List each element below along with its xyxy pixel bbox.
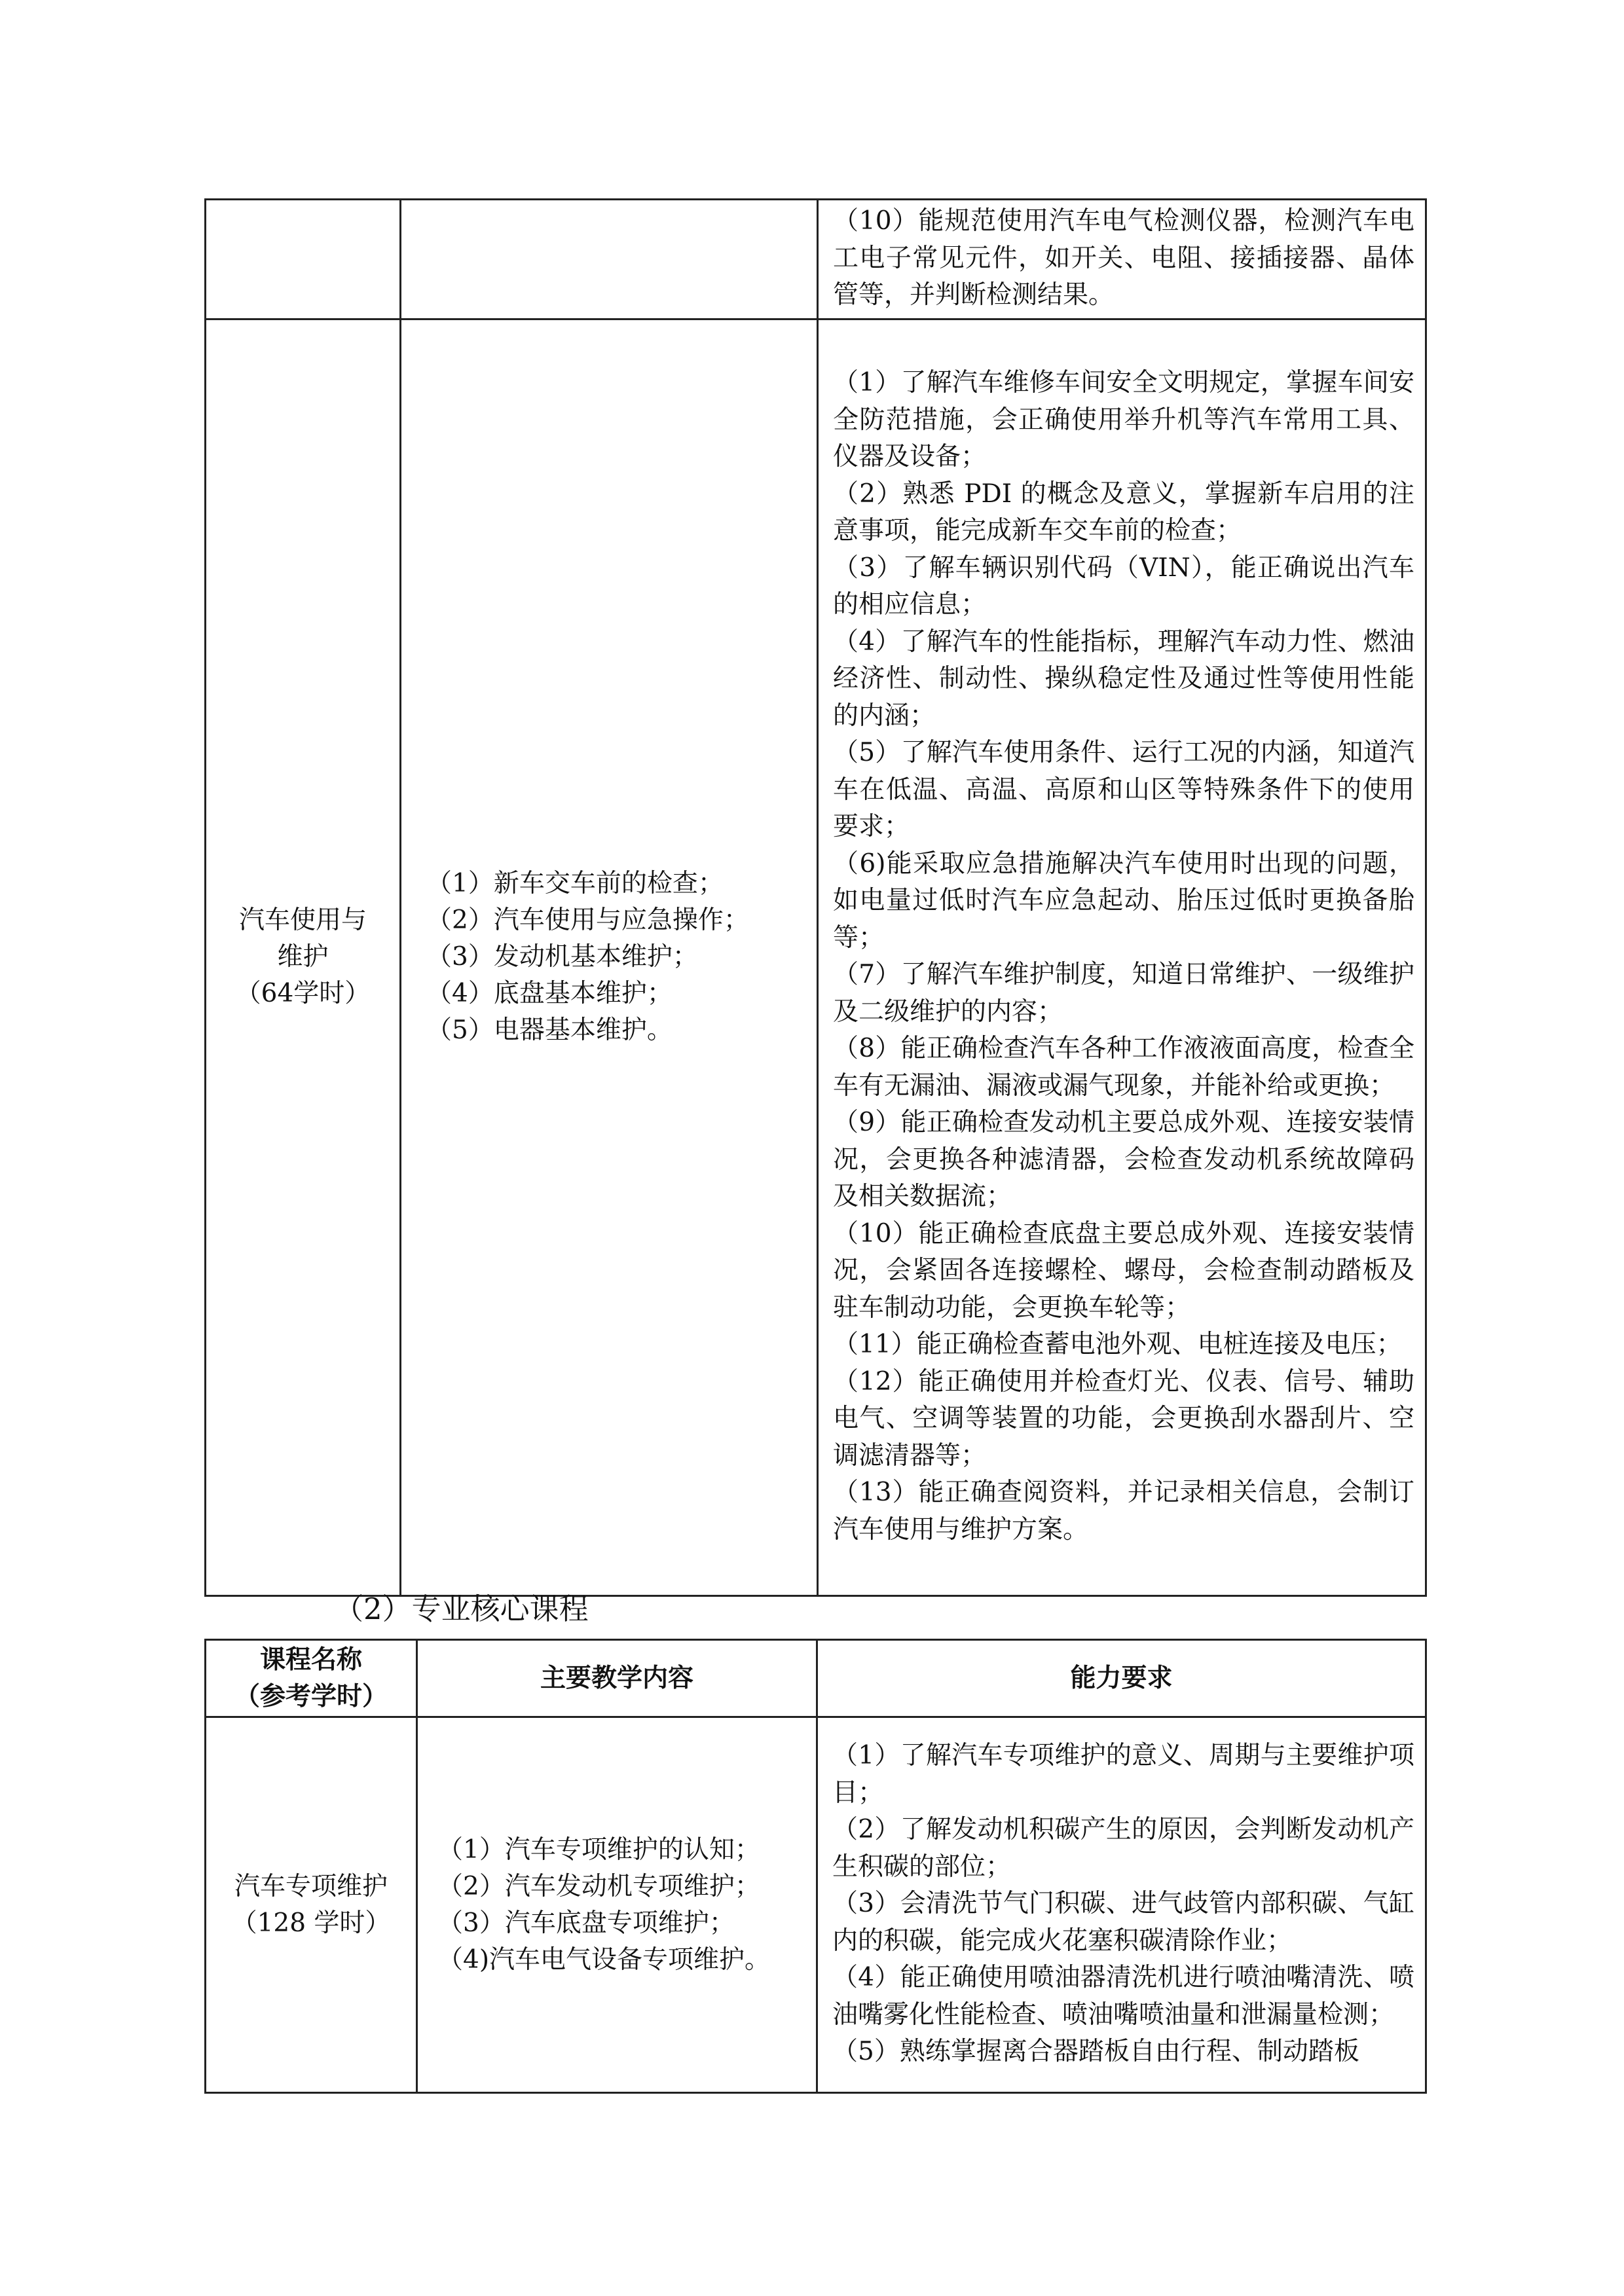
course-content-cell <box>401 319 818 1595</box>
requirement-item: （9）能正确检查发动机主要总成外观、连接安装情况，会更换各种滤清器，会检查发动机系统故障码及相关数据流； <box>833 1108 1414 1211</box>
course-table-core <box>204 1639 1427 2094</box>
content-item: （4）底盘基本维护； <box>426 979 673 1008</box>
requirement-item: （4）能正确使用喷油器清洗机进行喷油嘴清洗、喷油嘴雾化性能检查、喷油嘴喷油量和泄漏量检测； <box>832 1963 1414 2030</box>
ability-requirements-cell <box>818 200 1426 319</box>
requirement-item: （6)能采取应急措施解决汽车使用时出现的问题，如电量过低时汽车应急起动、胎压过低时更换备胎等； <box>833 848 1414 953</box>
course-name-line: 维护 <box>277 942 329 972</box>
requirement-item: （3）会清洗节气门积碳、进气歧管内部积碳、气缸内的积碳，能完成火花塞积碳清除作业； <box>832 1889 1414 1956</box>
course-table-general <box>204 198 1427 1597</box>
course-name-cell <box>206 1717 417 2093</box>
ability-requirements-cell <box>818 319 1426 1595</box>
requirement-item: （4）了解汽车的性能指标，理解汽车动力性、燃油经济性、制动性、操纵稳定性及通过性等使用性能的内涵； <box>833 627 1414 731</box>
table-row <box>206 319 1426 1595</box>
content-item: （4)汽车电气设备专项维护。 <box>437 1944 771 1975</box>
requirement-item: （10）能规范使用汽车电气检测仪器，检测汽车电工电子常见元件，如开关、电阻、接插接器、晶体管等，并判断检测结果。 <box>833 206 1414 310</box>
content-item: （3）汽车底盘专项维护； <box>437 1908 735 1938</box>
header-course-name <box>206 1640 417 1717</box>
requirement-item: （2）了解发动机积碳产生的原因，会判断发动机产生积碳的部位； <box>832 1815 1414 1882</box>
requirement-item: （1）了解汽车专项维护的意义、周期与主要维护项目； <box>832 1741 1414 1808</box>
requirement-item: （5）了解汽车使用条件、运行工况的内涵，知道汽车在低温、高温、高原和山区等特殊条件下的使用要求； <box>833 738 1414 841</box>
course-name-line: 汽车使用与 <box>238 905 367 935</box>
header-line: （参考学时） <box>234 1681 388 1711</box>
requirement-item: （7）了解汽车维护制度，知道日常维护、一级维护及二级维护的内容； <box>833 960 1414 1027</box>
header-line: 课程名称 <box>259 1645 362 1675</box>
content-item: （5）电器基本维护。 <box>426 1015 673 1045</box>
course-content-cell <box>417 1717 817 2093</box>
requirement-item: （12）能正确使用并检查灯光、仪表、信号、辅助电气、空调等装置的功能，会更换刮水器刮片、空调滤清器等； <box>833 1366 1414 1470</box>
course-name-line: 汽车专项维护 <box>234 1871 388 1901</box>
course-name-cell <box>206 200 401 319</box>
table-header-row <box>206 1640 1426 1717</box>
header-ability-requirements: 能力要求 <box>817 1640 1426 1717</box>
ability-requirements-cell <box>817 1717 1426 2093</box>
requirement-item: （13）能正确查阅资料，并记录相关信息，会制订汽车使用与维护方案。 <box>833 1478 1414 1544</box>
content-item: （1）新车交车前的检查； <box>426 869 724 898</box>
requirement-item: （2）熟悉 PDI 的概念及意义，掌握新车启用的注意事项，能完成新车交车前的检查； <box>833 479 1414 545</box>
requirement-item: （3）了解车辆识别代码（VIN），能正确说出汽车的相应信息； <box>833 553 1414 619</box>
requirement-item: （10）能正确检查底盘主要总成外观、连接安装情况，会紧固各连接螺栓、螺母，会检查制动踏板及驻车制动功能，会更换车轮等； <box>833 1218 1414 1322</box>
course-content-cell <box>401 200 818 319</box>
table-row <box>206 1717 1426 2093</box>
course-name-cell <box>206 319 401 1595</box>
requirement-item: （1）了解汽车维修车间安全文明规定，掌握车间安全防范措施，会正确使用举升机等汽车常用工具、仪器及设备； <box>833 368 1414 471</box>
requirement-item: （11）能正确检查蓄电池外观、电桩连接及电压； <box>833 1330 1402 1359</box>
content-item: （3）发动机基本维护； <box>426 942 698 972</box>
course-hours: （64学时） <box>235 979 371 1008</box>
section-heading: （2）专业核心课程 <box>334 1592 589 1626</box>
header-main-content: 主要教学内容 <box>417 1640 817 1717</box>
content-item: （2）汽车发动机专项维护； <box>437 1871 760 1901</box>
content-item: （2）汽车使用与应急操作； <box>426 905 749 935</box>
requirement-item: （8）能正确检查汽车各种工作液液面高度，检查全车有无漏油、漏液或漏气现象，并能补给或更换； <box>833 1034 1414 1101</box>
course-hours: （128 学时） <box>231 1908 391 1938</box>
content-item: （1）汽车专项维护的认知； <box>437 1834 760 1865</box>
requirement-item: （5）熟练掌握离合器踏板自由行程、制动踏板 <box>832 2037 1359 2067</box>
table-row <box>206 200 1426 319</box>
